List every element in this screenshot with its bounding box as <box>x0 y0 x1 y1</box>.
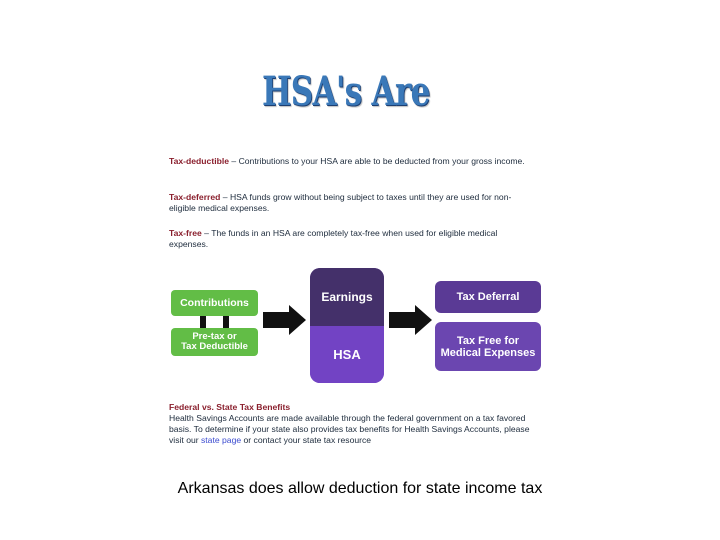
tax-deductible-paragraph <box>169 156 537 167</box>
earnings-label: Earnings <box>310 268 384 326</box>
state-page-link[interactable]: state page <box>201 435 242 445</box>
tax-free-line-2: Medical Expenses <box>440 346 536 359</box>
flow-arrow-icon <box>389 305 433 335</box>
pretax-line-2: Tax Deductible <box>181 341 248 352</box>
flow-arrow-icon <box>263 305 307 335</box>
tax-free-term: Tax-free <box>169 228 202 238</box>
federal-body-text: Health Savings Accounts are made available through the federal government on a tax favored basis. To determine if your state also provides tax benefits for Health Savings Accounts, please visit our <box>169 413 530 445</box>
tax-deferred-text: – HSA funds grow without being subject to taxes until they are used for non-eligible medical expenses. <box>169 192 512 213</box>
tax-free-paragraph <box>169 228 537 250</box>
tax-deferred-term: Tax-deferred <box>169 192 221 202</box>
tax-free-text: – The funds in an HSA are completely tax-free when used for eligible medical expenses. <box>169 228 498 249</box>
federal-vs-state-section <box>169 402 541 446</box>
federal-body <box>169 413 541 446</box>
slide-title: HSA's Are <box>262 68 430 115</box>
hsa-pillar <box>310 268 384 383</box>
pretax-line-1: Pre-tax or <box>192 331 237 342</box>
tax-free-line-1: Tax Free for <box>456 334 520 347</box>
contributions-box: Contributions <box>171 290 258 316</box>
tax-free-box <box>435 322 541 371</box>
hsa-label: HSA <box>310 326 384 383</box>
tax-deferred-paragraph <box>169 192 537 214</box>
federal-body-tail: or contact your state tax resource <box>241 435 372 445</box>
tax-deferral-box: Tax Deferral <box>435 281 541 313</box>
tax-deductible-term: Tax-deductible <box>169 156 230 166</box>
tax-deductible-text: – Contributions to your HSA are able to be deducted from your gross income. <box>229 156 525 166</box>
pretax-box <box>171 328 258 356</box>
caption: Arkansas does allow deduction for state income tax <box>177 480 543 497</box>
federal-heading: Federal vs. State Tax Benefits <box>169 402 291 412</box>
